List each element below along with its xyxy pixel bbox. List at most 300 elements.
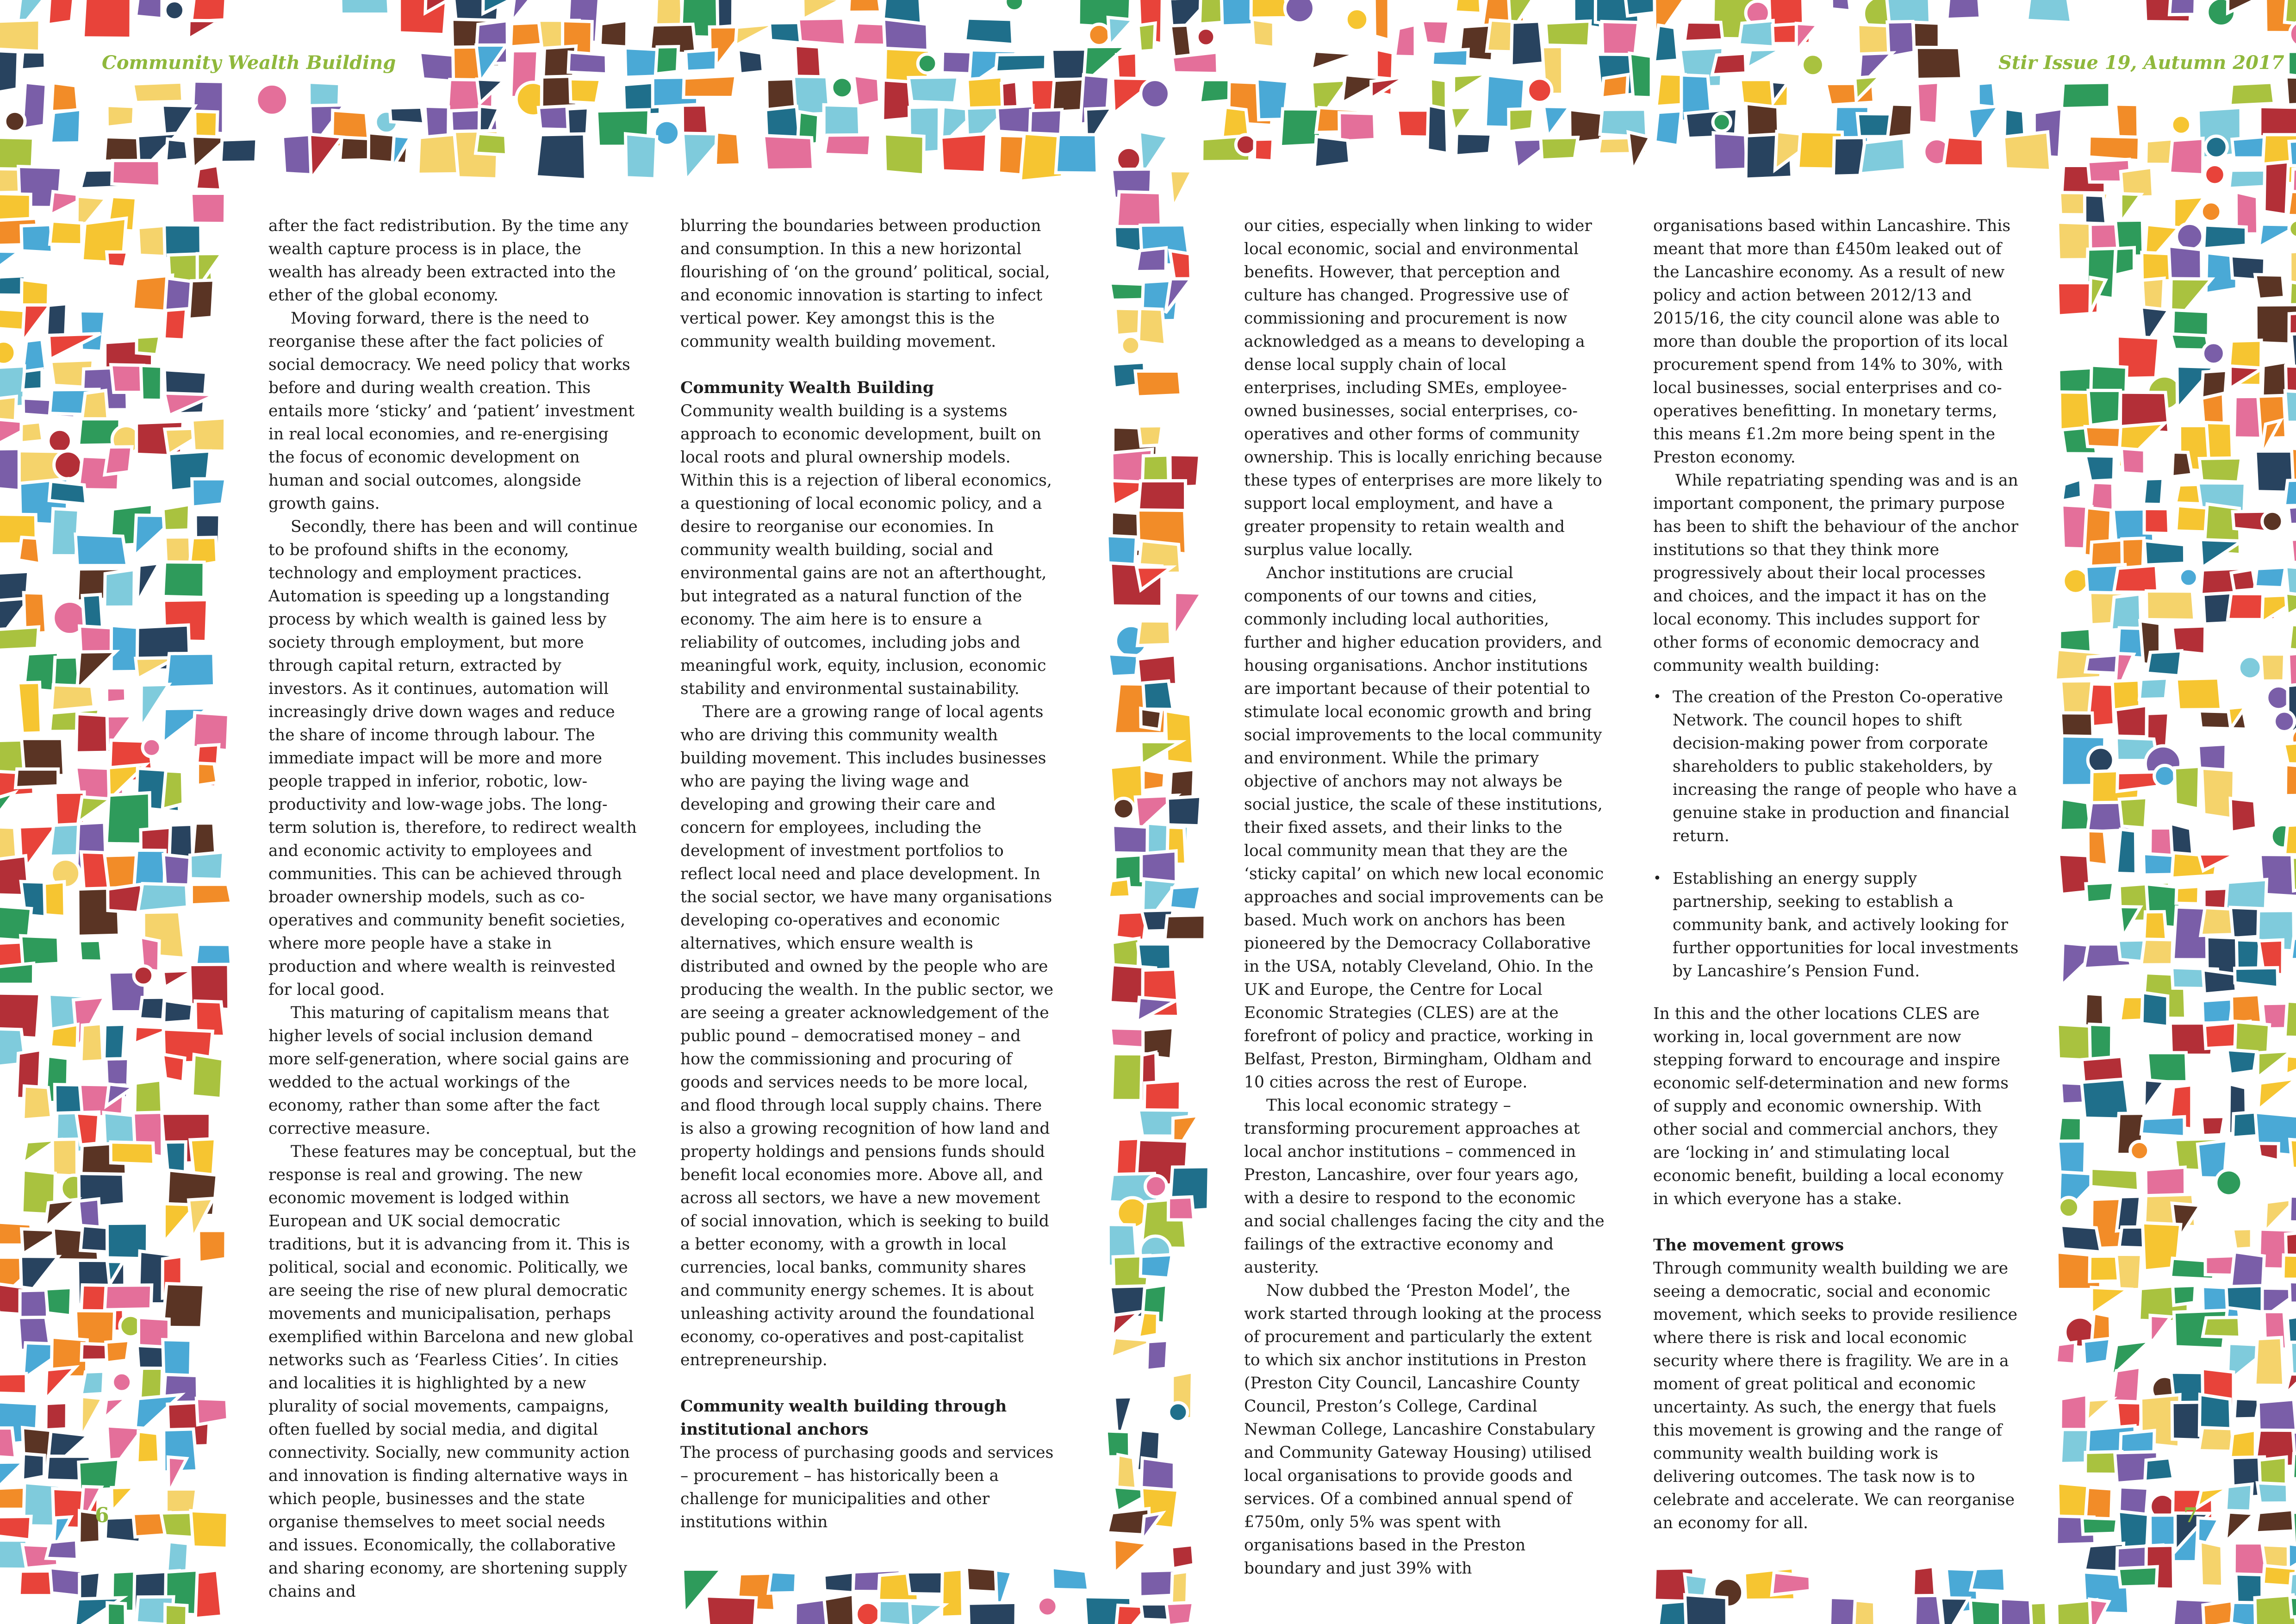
mosaic-block bbox=[2285, 1374, 2296, 1394]
mosaic-dot bbox=[5, 111, 25, 131]
mosaic-block bbox=[2289, 625, 2296, 652]
mosaic-block bbox=[854, 75, 880, 107]
article-column-2 bbox=[680, 214, 1055, 1534]
mosaic-block bbox=[2203, 1318, 2240, 1337]
mosaic-block bbox=[1114, 226, 1142, 252]
mosaic-block bbox=[568, 52, 607, 74]
mosaic-block bbox=[2234, 1399, 2259, 1419]
mosaic-block bbox=[2170, 0, 2196, 15]
mosaic-block bbox=[2235, 968, 2278, 987]
mosaic-block bbox=[1166, 1602, 1194, 1624]
mosaic-block bbox=[81, 1024, 103, 1062]
mosaic-block bbox=[1138, 655, 1177, 685]
mosaic-block bbox=[2231, 569, 2256, 591]
mosaic-block bbox=[75, 534, 127, 566]
mosaic-block bbox=[191, 0, 226, 22]
mosaic-block bbox=[0, 1428, 15, 1458]
mosaic-block bbox=[1136, 248, 1166, 271]
mosaic-block bbox=[51, 685, 94, 711]
mosaic-block bbox=[1747, 49, 1782, 69]
mosaic-block bbox=[2227, 1049, 2257, 1074]
running-head-left: Community Wealth Building bbox=[102, 52, 396, 74]
mosaic-dot bbox=[2179, 568, 2197, 587]
paragraph: Moving forward, there is the need to reorganise these after the fact policies of social democracy. We need policy that works before and during wealth creation. This entails more ‘sticky’ and ‘patient’ investment in real local economies, and re-energising the focus of economic development on human and social outcomes, alongside growth gains. bbox=[268, 309, 635, 513]
mosaic-block bbox=[1165, 915, 1205, 940]
mosaic-block bbox=[79, 940, 102, 961]
mosaic-block bbox=[2258, 1078, 2296, 1110]
section-heading: Community Wealth Building bbox=[680, 379, 934, 397]
mosaic-block bbox=[107, 252, 128, 267]
mosaic-block bbox=[21, 936, 59, 965]
mosaic-block bbox=[570, 79, 601, 103]
mosaic-block bbox=[21, 280, 49, 306]
mosaic-dot bbox=[143, 738, 161, 756]
mosaic-dot bbox=[134, 966, 153, 985]
mosaic-block bbox=[2285, 764, 2296, 795]
mosaic-block bbox=[798, 18, 846, 45]
mosaic-block bbox=[1138, 621, 1171, 645]
mosaic-block bbox=[803, 0, 843, 19]
mosaic-block bbox=[1108, 879, 1130, 898]
mosaic-block bbox=[996, 54, 1045, 72]
mosaic-block bbox=[0, 251, 19, 272]
mosaic-dot bbox=[2063, 568, 2088, 593]
mosaic-block bbox=[2290, 1196, 2296, 1222]
mosaic-block bbox=[600, 20, 627, 47]
page-number-left: 6 bbox=[95, 1504, 109, 1527]
mosaic-block bbox=[1541, 137, 1578, 160]
mosaic-block bbox=[2284, 0, 2296, 25]
mosaic-block bbox=[2088, 390, 2120, 425]
mosaic-block bbox=[192, 479, 226, 507]
mosaic-block bbox=[1139, 426, 1162, 446]
bullet-list bbox=[1653, 686, 2019, 983]
mosaic-block bbox=[106, 688, 125, 703]
mosaic-dot bbox=[856, 1602, 880, 1624]
mosaic-block bbox=[46, 304, 67, 337]
mosaic-block bbox=[2204, 225, 2246, 249]
mosaic-block bbox=[1600, 109, 1647, 137]
mosaic-block bbox=[2091, 1168, 2139, 1191]
mosaic-block bbox=[2291, 538, 2296, 562]
mosaic-block bbox=[1170, 886, 1201, 910]
mosaic-block bbox=[2112, 1367, 2140, 1402]
mosaic-block bbox=[166, 653, 215, 687]
mosaic-block bbox=[2139, 678, 2167, 700]
mosaic-block bbox=[1139, 1312, 1157, 1338]
mosaic-block bbox=[1685, 1595, 1727, 1624]
mosaic-block bbox=[2255, 567, 2285, 587]
mosaic-block bbox=[111, 1142, 154, 1165]
mosaic-block bbox=[46, 1287, 71, 1316]
mosaic-block bbox=[192, 1055, 223, 1099]
mosaic-block bbox=[1854, 1600, 1875, 1624]
mosaic-block bbox=[2027, 0, 2071, 23]
mosaic-block bbox=[1831, 0, 1850, 11]
mosaic-block bbox=[2173, 1286, 2196, 1305]
mosaic-dot bbox=[2154, 765, 2176, 787]
mosaic-block bbox=[1374, 0, 1389, 40]
mosaic-block bbox=[1917, 82, 1939, 124]
mosaic-block bbox=[21, 422, 43, 443]
paragraph: This maturing of capitalism means that higher levels of social inclusion demand more self-generation, where social gains are wedded to the actual workings of the economy, rather than some after the fact corrective measure. bbox=[268, 1004, 629, 1138]
mosaic-block bbox=[2147, 591, 2195, 620]
mosaic-block bbox=[1174, 592, 1201, 637]
mosaic-block bbox=[738, 50, 764, 74]
mosaic-block bbox=[112, 1487, 134, 1512]
mosaic-block bbox=[2030, 1602, 2047, 1624]
mosaic-block bbox=[768, 1572, 796, 1593]
mosaic-block bbox=[2288, 504, 2296, 525]
mosaic-block bbox=[1739, 20, 1773, 47]
mosaic-block bbox=[968, 1602, 1016, 1624]
mosaic-block bbox=[165, 1604, 187, 1624]
mosaic-block bbox=[137, 336, 160, 354]
mosaic-block bbox=[2144, 1080, 2165, 1110]
mosaic-block bbox=[2141, 939, 2173, 965]
mosaic-block bbox=[2083, 1338, 2110, 1365]
mosaic-block bbox=[2232, 994, 2262, 1023]
page-number-right: 7 bbox=[2184, 1504, 2198, 1527]
bullet-item: • Establishing an energy supply partnership, seeking to establish a community bank, and actively looking for further opportunities for local investments by Lancashire’s Pension Fund. bbox=[1653, 867, 2019, 983]
mosaic-block bbox=[2144, 541, 2184, 565]
mosaic-block bbox=[49, 481, 86, 504]
mosaic-block bbox=[18, 682, 41, 733]
mosaic-block bbox=[1141, 708, 1162, 729]
bullet-item: • The creation of the Preston Co-operative Network. The council hopes to shift decision-making power from corporate shareholders to public stakeholders, by increasing the range of people who have a genuine stake in production and financial return. bbox=[1653, 686, 2019, 848]
mosaic-block bbox=[50, 1024, 78, 1049]
mosaic-block bbox=[2233, 1229, 2252, 1249]
mosaic-block bbox=[1106, 1431, 1130, 1457]
paragraph: after the fact redistribution. By the time any wealth capture process is in place, the wealth has already been extracted into the ether of the global economy. bbox=[268, 217, 628, 305]
mosaic-block bbox=[2142, 993, 2168, 1027]
mosaic-block bbox=[2288, 1544, 2296, 1569]
mosaic-block bbox=[136, 0, 162, 19]
mosaic-block bbox=[2170, 138, 2203, 175]
mosaic-block bbox=[2115, 706, 2147, 737]
mosaic-block bbox=[51, 83, 78, 112]
mosaic-block bbox=[849, 0, 881, 12]
mosaic-dot bbox=[654, 120, 679, 145]
mosaic-block bbox=[196, 165, 221, 190]
mosaic-dot bbox=[832, 77, 852, 98]
mosaic-block bbox=[2091, 1287, 2128, 1314]
mosaic-block bbox=[2290, 1139, 2296, 1170]
mosaic-dot bbox=[1197, 28, 1215, 46]
mosaic-block bbox=[2116, 1254, 2142, 1290]
mosaic-block bbox=[1135, 371, 1181, 397]
mosaic-block bbox=[2199, 458, 2241, 482]
mosaic-block bbox=[282, 134, 311, 175]
mosaic-block bbox=[884, 134, 924, 175]
mosaic-block bbox=[106, 1340, 129, 1362]
mosaic-block bbox=[76, 1113, 99, 1145]
mosaic-block bbox=[941, 134, 987, 173]
mosaic-block bbox=[2284, 741, 2296, 765]
mosaic-block bbox=[2087, 1399, 2113, 1422]
mosaic-block bbox=[2261, 654, 2285, 681]
mosaic-dot bbox=[1121, 336, 1140, 355]
mosaic-block bbox=[162, 771, 183, 809]
mosaic-block bbox=[192, 418, 225, 451]
mosaic-block bbox=[1685, 22, 1723, 41]
mosaic-block bbox=[2202, 999, 2233, 1024]
mosaic-block bbox=[1167, 796, 1201, 826]
mosaic-block bbox=[23, 1086, 52, 1120]
mosaic-block bbox=[2201, 1117, 2224, 1136]
mosaic-block bbox=[2143, 478, 2163, 504]
mosaic-block bbox=[81, 1396, 102, 1437]
mosaic-block bbox=[2060, 799, 2091, 831]
mosaic-block bbox=[195, 1570, 222, 1618]
mosaic-block bbox=[2120, 997, 2143, 1021]
mosaic-block bbox=[1138, 23, 1155, 51]
mosaic-block bbox=[2121, 194, 2141, 223]
mosaic-dot bbox=[1236, 135, 1256, 155]
mosaic-block bbox=[15, 769, 58, 787]
mosaic-block bbox=[2230, 799, 2257, 832]
mosaic-block bbox=[2060, 1225, 2101, 1252]
mosaic-block bbox=[190, 852, 224, 879]
mosaic-block bbox=[2203, 1601, 2233, 1624]
paragraph: This local economic strategy – transforming procurement approaches at local anchor institutions – commenced in Preston, Lancashire, over four years ago, with a desire to respond to the economic and social challenges facing the city and the failings of the extractive economy and austerity. bbox=[1244, 1096, 1605, 1277]
mosaic-block bbox=[2089, 136, 2139, 161]
article-column-3 bbox=[1244, 214, 1605, 1580]
mosaic-block bbox=[45, 1367, 75, 1399]
mosaic-block bbox=[1170, 171, 1192, 208]
mosaic-block bbox=[1172, 52, 1218, 74]
mosaic-block bbox=[2291, 938, 2296, 960]
mosaic-block bbox=[1602, 75, 1628, 98]
mosaic-block bbox=[2292, 857, 2296, 891]
mosaic-block bbox=[107, 106, 134, 127]
mosaic-block bbox=[1625, 0, 1656, 16]
mosaic-block bbox=[2284, 480, 2296, 506]
mosaic-block bbox=[2199, 1428, 2234, 1451]
paragraph: Secondly, there has been and will continue to be profound shifts in the economy, technology and employment practices. Automation is speeding up a longstanding process by which wealth is gained less by society through employment, but more through capital return, extracted by investors. As it continues, automation will increasingly drive down wages and reduce the share of income through labour. The immediate impact will be more and more people trapped in inferior, robotic, low-productivity and low-wage jobs. The long-term solution is, therefore, to redirect wealth and economic activity to employees and communities. This can be achieved through broader ownership models, such as co-operatives and community benefit societies, where more people have a stake in production and where wealth is reinvested for local good. bbox=[268, 518, 638, 999]
mosaic-block bbox=[2144, 509, 2169, 534]
mosaic-block bbox=[2258, 1143, 2278, 1161]
mosaic-block bbox=[2145, 1458, 2173, 1481]
mosaic-block bbox=[1450, 107, 1473, 131]
mosaic-block bbox=[2290, 249, 2296, 286]
mosaic-block bbox=[2090, 1256, 2120, 1281]
mosaic-block bbox=[1168, 1197, 1194, 1220]
mosaic-block bbox=[46, 1540, 77, 1560]
mosaic-block bbox=[50, 109, 81, 143]
mosaic-block bbox=[1056, 134, 1097, 173]
mosaic-block bbox=[80, 311, 105, 351]
mosaic-block bbox=[1971, 1568, 2005, 1592]
mosaic-dot bbox=[1005, 0, 1024, 11]
mosaic-block bbox=[1108, 18, 1133, 46]
mosaic-block bbox=[1143, 770, 1165, 791]
mosaic-block bbox=[2119, 798, 2147, 828]
mosaic-block bbox=[715, 132, 740, 165]
mosaic-block bbox=[21, 52, 45, 70]
paragraph: The process of purchasing goods and services – procurement – has historically been a challenge for municipalities and other institutions within bbox=[680, 1443, 1054, 1531]
mosaic-block bbox=[2174, 766, 2199, 809]
mosaic-block bbox=[795, 45, 821, 78]
mosaic-block bbox=[2288, 51, 2296, 77]
mosaic-block bbox=[626, 134, 657, 179]
mosaic-block bbox=[2290, 1597, 2296, 1617]
mosaic-block bbox=[1052, 1568, 1089, 1591]
mosaic-block bbox=[1114, 1539, 1148, 1573]
mosaic-block bbox=[112, 161, 160, 187]
mosaic-block bbox=[2285, 1001, 2296, 1037]
mosaic-dot bbox=[1038, 1597, 1057, 1616]
mosaic-block bbox=[0, 963, 34, 984]
mosaic-block bbox=[1712, 53, 1746, 75]
mosaic-block bbox=[107, 1603, 126, 1624]
mosaic-block bbox=[2147, 1053, 2187, 1082]
mosaic-dot bbox=[112, 1373, 131, 1392]
mosaic-block bbox=[1546, 21, 1590, 46]
mosaic-block bbox=[1140, 1255, 1172, 1278]
mosaic-block bbox=[2255, 275, 2285, 299]
mosaic-block bbox=[2061, 82, 2110, 109]
mosaic-block bbox=[1655, 111, 1681, 145]
mosaic-block bbox=[1427, 105, 1448, 153]
mosaic-block bbox=[1943, 137, 1984, 166]
mosaic-dot bbox=[2130, 1142, 2149, 1160]
mosaic-block bbox=[1251, 0, 1288, 18]
article-column-4 bbox=[1653, 214, 2019, 1535]
mosaic-block bbox=[2264, 162, 2289, 215]
paragraph: While repatriating spending was and is an important component, the primary purpose has been to shift the behaviour of the anchor institutions so that they think more progressively about their local processes and choices, and the impact it has on the local economy. This includes support for other forms of economic democracy and community wealth building: bbox=[1653, 471, 2019, 675]
mosaic-block bbox=[1454, 74, 1488, 95]
mosaic-block bbox=[1165, 711, 1194, 764]
mosaic-block bbox=[2257, 1483, 2287, 1503]
mosaic-block bbox=[2147, 651, 2182, 676]
mosaic-block bbox=[1143, 681, 1173, 709]
mosaic-block bbox=[941, 1569, 963, 1617]
mosaic-block bbox=[2176, 678, 2221, 710]
mosaic-block bbox=[2231, 1602, 2256, 1624]
mosaic-block bbox=[2086, 882, 2114, 903]
mosaic-block bbox=[1511, 21, 1543, 66]
mosaic-block bbox=[2088, 831, 2107, 865]
mosaic-dot bbox=[1141, 80, 1170, 108]
mosaic-block bbox=[2226, 1512, 2254, 1542]
mosaic-dot bbox=[1528, 78, 1552, 102]
mosaic-dot bbox=[48, 429, 72, 453]
mosaic-block bbox=[997, 106, 1033, 134]
mosaic-dot bbox=[0, 341, 15, 365]
mosaic-block bbox=[1978, 82, 1995, 107]
mosaic-dot bbox=[2262, 511, 2283, 531]
mosaic-block bbox=[2256, 1509, 2296, 1533]
mosaic-block bbox=[2004, 132, 2051, 171]
mosaic-block bbox=[825, 135, 871, 156]
mosaic-block bbox=[1254, 139, 1273, 161]
running-head-right: Stir Issue 19, Autumn 2017 bbox=[1998, 52, 2284, 74]
mosaic-block bbox=[965, 18, 1013, 44]
mosaic-block bbox=[2115, 248, 2134, 275]
mosaic-block bbox=[706, 1596, 756, 1624]
mosaic-block bbox=[191, 193, 225, 223]
mosaic-block bbox=[1509, 109, 1534, 132]
mosaic-dot bbox=[1713, 113, 1730, 131]
mosaic-block bbox=[2118, 1567, 2157, 1587]
mosaic-block bbox=[1455, 0, 1481, 13]
mosaic-block bbox=[883, 80, 912, 121]
mosaic-block bbox=[163, 562, 204, 598]
mosaic-block bbox=[196, 1399, 228, 1425]
mosaic-block bbox=[824, 1572, 853, 1593]
mosaic-dot bbox=[2274, 711, 2295, 731]
section-heading: The movement grows bbox=[1653, 1236, 1844, 1255]
mosaic-dot bbox=[1113, 798, 1134, 819]
mosaic-block bbox=[1147, 1340, 1168, 1370]
mosaic-block bbox=[0, 627, 39, 650]
article-column-1 bbox=[268, 214, 639, 1603]
mosaic-block bbox=[2226, 1286, 2264, 1312]
mosaic-block bbox=[686, 50, 716, 71]
mosaic-block bbox=[1887, 104, 1913, 138]
mosaic-block bbox=[191, 1511, 228, 1548]
mosaic-block bbox=[2230, 82, 2274, 106]
mosaic-dot bbox=[2239, 656, 2261, 679]
mosaic-dot bbox=[918, 54, 937, 73]
mosaic-block bbox=[221, 139, 257, 162]
mosaic-block bbox=[2114, 565, 2158, 592]
mosaic-block bbox=[2255, 1337, 2284, 1385]
mosaic-block bbox=[166, 139, 188, 161]
mosaic-block bbox=[1030, 110, 1062, 135]
mosaic-block bbox=[2141, 1117, 2184, 1137]
mosaic-block bbox=[23, 369, 42, 390]
mosaic-block bbox=[390, 107, 424, 124]
mosaic-block bbox=[105, 447, 132, 475]
paragraph: Community wealth building is a systems approach to economic development, built on local roots and plural ownership models. Within this is a rejection of liberal economics, a questioning of local economic policy, and a desire to reorganise our economies. In community wealth building, social and environmental gains are not an afterthought, but integrated as a natural function of the economy. The aim here is to ensure a reliability of outcomes, including jobs and meaningful work, equity, inclusion, economic stability and environmental sustainability. bbox=[680, 402, 1052, 698]
mosaic-block bbox=[2084, 993, 2103, 1027]
mosaic-block bbox=[2172, 452, 2192, 477]
mosaic-block bbox=[50, 221, 82, 245]
mosaic-dot bbox=[2216, 1170, 2242, 1196]
mosaic-block bbox=[0, 1374, 26, 1394]
mosaic-block bbox=[198, 763, 217, 786]
mosaic-block bbox=[1543, 106, 1569, 137]
mosaic-block bbox=[138, 884, 187, 912]
mosaic-block bbox=[2116, 829, 2136, 874]
mosaic-block bbox=[2226, 1484, 2252, 1511]
section-heading: Community wealth building through institutional anchors bbox=[680, 1397, 1007, 1439]
paragraph: In this and the other locations CLES are working in, local government are now stepping forward to encourage and inspire economic self-determination and new forms of supply and economic ownership. With other social and commercial anchors, they are ‘locking in’ and stimulating local economic benefit, building a local economy in which everyone has a stake. bbox=[1653, 1005, 2009, 1208]
mosaic-block bbox=[1796, 23, 1818, 51]
mosaic-block bbox=[717, 0, 733, 27]
mosaic-block bbox=[1630, 53, 1651, 98]
mosaic-dot bbox=[2205, 164, 2225, 185]
mosaic-block bbox=[52, 1139, 77, 1176]
mosaic-block bbox=[141, 365, 162, 400]
mosaic-block bbox=[2286, 77, 2296, 105]
mosaic-block bbox=[1141, 851, 1176, 882]
mosaic-dot bbox=[1346, 9, 1368, 31]
mosaic-block bbox=[1112, 1312, 1139, 1337]
mosaic-block bbox=[2121, 448, 2145, 474]
mosaic-block bbox=[476, 133, 507, 155]
mosaic-block bbox=[1108, 654, 1139, 676]
mosaic-block bbox=[2290, 1570, 2296, 1597]
mosaic-block bbox=[163, 505, 189, 531]
mosaic-dot bbox=[256, 84, 288, 115]
mosaic-dot bbox=[2088, 747, 2114, 773]
mosaic-dot bbox=[2172, 115, 2190, 134]
paragraph: Through community wealth building we are seeing a democratic, social and economic movement, which seeks to provide resilience where there is risk and local economic security where there is fragility. We are in a moment of great political and economic uncertainty. As such, the energy that fuels this movement is growing and the range of community wealth building work is delivering outcomes. The task now is to celebrate and accelerate. We can reorganise an economy for all. bbox=[1653, 1259, 2017, 1532]
mosaic-block bbox=[162, 1054, 185, 1082]
